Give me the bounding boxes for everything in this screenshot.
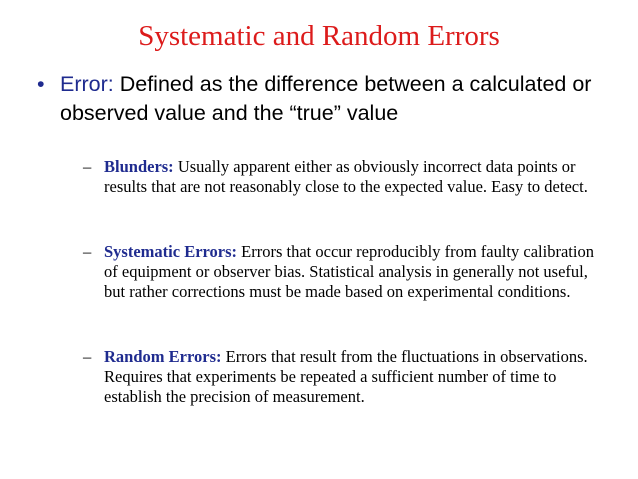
term-random-errors: Random Errors:: [104, 347, 222, 366]
main-bullet-text: Defined as the difference between a calculated or observed value and the “true” value: [60, 72, 592, 125]
dash-marker: –: [83, 347, 92, 366]
dash-marker: –: [83, 242, 92, 261]
bullet-dot: •: [37, 72, 45, 96]
sub-bullet-blunders: [83, 157, 604, 197]
main-bullet-error: [37, 70, 620, 128]
term-systematic-errors: Systematic Errors:: [104, 242, 238, 261]
dash-marker: –: [83, 157, 92, 176]
sub-bullet-systematic-errors: [83, 242, 604, 302]
slide-title: Systematic and Random Errors: [138, 20, 500, 52]
sub-bullet-text: Errors that result from the fluctuations in observations. Requires that experiments be repeated a sufficient number of time to establish the precision of measurement.: [104, 347, 588, 406]
sub-bullet-text: Errors that occur reproducibly from faulty calibration of equipment or observer bias. Statistical analysis in generally not useful, but rather corrections must be made based on experimental conditions.: [104, 242, 594, 301]
term-blunders: Blunders:: [104, 157, 174, 176]
sub-bullet-text: Usually apparent either as obviously incorrect data points or results that are not reasonably close to the expected value. Easy to detect.: [104, 157, 588, 196]
term-error: Error:: [60, 72, 114, 96]
sub-bullet-random-errors: [83, 347, 604, 407]
